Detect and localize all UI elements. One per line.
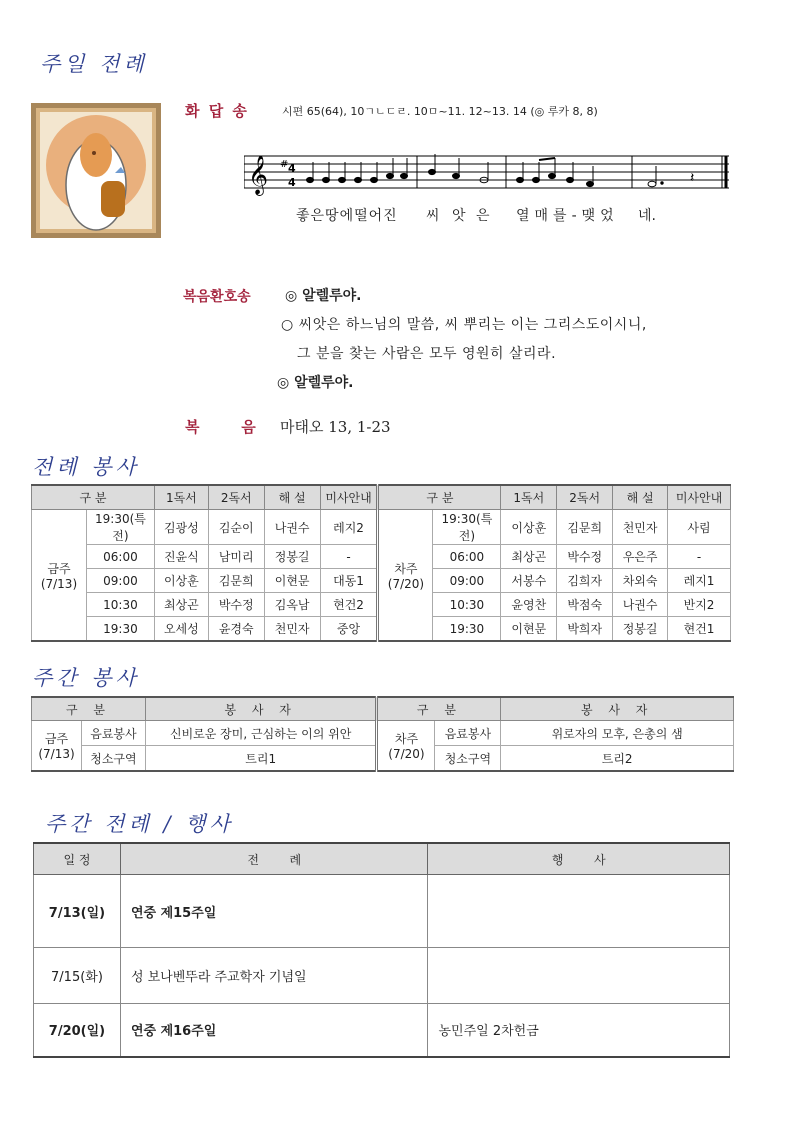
cell: 나권수 — [613, 593, 668, 617]
week-next-cell — [378, 510, 433, 642]
cell: 김광성 — [154, 510, 208, 545]
header-commentary-2: 해 설 — [613, 485, 668, 510]
table-header-row — [34, 843, 730, 875]
week-this-label: 금주 — [47, 561, 71, 576]
liturgy-service-table — [31, 484, 731, 642]
time-cell: 10:30 — [86, 593, 154, 617]
cell: 정봉길 — [613, 617, 668, 642]
cleaning-label-2: 청소구역 — [435, 746, 501, 772]
beverage-label: 음료봉사 — [81, 721, 145, 746]
cell: 레지1 — [668, 569, 731, 593]
cell: 최상곤 — [154, 593, 208, 617]
header-gubun-2: 구 분 — [378, 485, 501, 510]
table-row — [32, 510, 731, 545]
time-cell: 09:00 — [86, 569, 154, 593]
svg-text:𝄽: 𝄽 — [690, 170, 695, 186]
cell: - — [320, 545, 378, 569]
time-cell: 19:30 — [86, 617, 154, 642]
cell: 정봉길 — [264, 545, 320, 569]
gospel-acclamation-label: 복음환호송 — [183, 289, 251, 305]
week-next-date: (7/20) — [388, 747, 425, 761]
liturgy-cell: 연중 제15주일 — [120, 875, 428, 948]
liturgy-cell: 성 보나벤뚜라 주교학자 기념일 — [120, 948, 428, 1004]
time-cell: 19:30(특전) — [433, 510, 501, 545]
week-next-label: 차주 — [394, 732, 419, 746]
alleluia-1: ◎ 알렐루야. — [285, 288, 362, 304]
cell: 이상훈 — [501, 510, 557, 545]
lyric-syllables-5: 열매를-맺었 — [516, 208, 619, 224]
cleaning-value: 트리1 — [145, 746, 377, 772]
header-gubun: 구 분 — [32, 485, 155, 510]
header-liturgy: 전 례 — [120, 843, 428, 875]
time-cell: 09:00 — [433, 569, 501, 593]
cell: 사림 — [668, 510, 731, 545]
weekly-liturgy-events-title: 주간 전례 / 행사 — [45, 812, 234, 836]
svg-text:4: 4 — [288, 162, 296, 175]
svg-text:𝄞: 𝄞 — [248, 155, 269, 195]
cell: 김문희 — [208, 569, 264, 593]
gospel-reference: 마태오 13, 1-23 — [280, 418, 391, 436]
cleaning-value-2: 트리2 — [501, 746, 734, 772]
header-reading2-2: 2독서 — [557, 485, 613, 510]
cell: 반지2 — [668, 593, 731, 617]
week-this-date: (7/13) — [38, 747, 75, 761]
cell: 박희자 — [557, 617, 613, 642]
lyric-syllable-3: 앗 — [452, 208, 466, 224]
event-cell: 농민주일 2차헌금 — [428, 1004, 730, 1057]
lyric-syllables-1: 좋은땅에떨어진 — [296, 208, 398, 224]
header-schedule: 일 정 — [34, 843, 121, 875]
beverage-label-2: 음료봉사 — [435, 721, 501, 746]
cell: 윤영찬 — [501, 593, 557, 617]
event-cell — [428, 875, 730, 948]
sunday-liturgy-title: 주일 전례 — [40, 52, 148, 76]
psalm-reference: 시편 65(64), 10ㄱㄴㄷㄹ. 10ㅁ~11. 12~13. 14 (◎ 루카 8, 8) — [282, 105, 598, 118]
header-volunteers: 봉 사 자 — [145, 697, 377, 721]
verse-line-1: ○ 씨앗은 하느님의 말씀, 씨 뿌리는 이는 그리스도이시니, — [281, 317, 647, 333]
psalm-label: 화 답 송 — [185, 102, 249, 120]
cell: 천민자 — [264, 617, 320, 642]
gospel-label: 복 음 — [185, 418, 256, 436]
cell: 이현문 — [501, 617, 557, 642]
cleaning-label: 청소구역 — [81, 746, 145, 772]
header-reading1-2: 1독서 — [501, 485, 557, 510]
cell: 윤경숙 — [208, 617, 264, 642]
header-mass-guide-2: 미사안내 — [668, 485, 731, 510]
svg-text:4: 4 — [288, 176, 296, 189]
header-mass-guide: 미사안내 — [320, 485, 378, 510]
week-next-cell — [377, 721, 435, 772]
sower-painting-image — [31, 103, 161, 238]
time-cell: 19:30 — [433, 617, 501, 642]
cell: 김옥남 — [264, 593, 320, 617]
weekly-liturgy-events-table — [33, 842, 730, 1058]
time-cell: 19:30(특전) — [86, 510, 154, 545]
date-cell: 7/15(화) — [34, 948, 121, 1004]
week-next-label: 차주 — [394, 561, 418, 576]
cell: 박수정 — [208, 593, 264, 617]
liturgy-cell: 연중 제16주일 — [120, 1004, 428, 1057]
cell: 대동1 — [320, 569, 378, 593]
cell: 차외숙 — [613, 569, 668, 593]
cell: 최상곤 — [501, 545, 557, 569]
cell: 김순이 — [208, 510, 264, 545]
week-this-date: (7/13) — [40, 576, 78, 591]
music-staff — [244, 146, 734, 196]
header-reading2: 2독서 — [208, 485, 264, 510]
cell: 레지2 — [320, 510, 378, 545]
cell: 박수정 — [557, 545, 613, 569]
week-this-label: 금주 — [44, 732, 69, 746]
cell: 나권수 — [264, 510, 320, 545]
header-events: 행 사 — [428, 843, 730, 875]
header-volunteers-2: 봉 사 자 — [501, 697, 734, 721]
svg-text:#: # — [280, 159, 289, 170]
weekly-service-title: 주간 봉사 — [32, 666, 140, 690]
table-header-row — [32, 485, 731, 510]
table-header-row — [32, 697, 734, 721]
week-this-cell — [32, 721, 82, 772]
header-gubun-2: 구 분 — [377, 697, 501, 721]
cell: 천민자 — [613, 510, 668, 545]
date-cell: 7/13(일) — [34, 875, 121, 948]
cell: 박점숙 — [557, 593, 613, 617]
time-cell: 06:00 — [433, 545, 501, 569]
header-commentary: 해 설 — [264, 485, 320, 510]
cell: 서봉수 — [501, 569, 557, 593]
verse-line-2: 그 분을 찾는 사람은 모두 영원히 살리라. — [297, 346, 557, 362]
beverage-value-2: 위로자의 모후, 은총의 샘 — [501, 721, 734, 746]
cell: 중앙 — [320, 617, 378, 642]
weekly-service-table — [31, 696, 734, 772]
lyric-syllable-6: 네. — [638, 208, 656, 224]
cell: 오세성 — [154, 617, 208, 642]
header-gubun: 구 분 — [32, 697, 146, 721]
time-cell: 10:30 — [433, 593, 501, 617]
time-cell: 06:00 — [86, 545, 154, 569]
cell: - — [668, 545, 731, 569]
beverage-value: 신비로운 장미, 근심하는 이의 위안 — [145, 721, 377, 746]
cell: 우은주 — [613, 545, 668, 569]
header-reading1: 1독서 — [154, 485, 208, 510]
lyric-syllable-2: 씨 — [426, 208, 440, 224]
week-this-cell — [32, 510, 87, 642]
cell: 김희자 — [557, 569, 613, 593]
event-cell — [428, 948, 730, 1004]
cell: 현건2 — [320, 593, 378, 617]
week-next-date: (7/20) — [387, 576, 425, 591]
liturgy-service-title: 전례 봉사 — [32, 455, 140, 479]
alleluia-2: ◎ 알렐루야. — [277, 375, 354, 391]
cell: 이상훈 — [154, 569, 208, 593]
table-row — [32, 721, 734, 746]
cell: 김문희 — [557, 510, 613, 545]
cell: 현건1 — [668, 617, 731, 642]
cell: 남미리 — [208, 545, 264, 569]
lyrics-line — [296, 205, 716, 225]
cell: 이현문 — [264, 569, 320, 593]
table-row — [34, 948, 730, 1004]
table-row — [34, 875, 730, 948]
cell: 진윤식 — [154, 545, 208, 569]
table-row — [34, 1004, 730, 1057]
date-cell: 7/20(일) — [34, 1004, 121, 1057]
lyric-syllable-4: 은 — [476, 208, 490, 224]
